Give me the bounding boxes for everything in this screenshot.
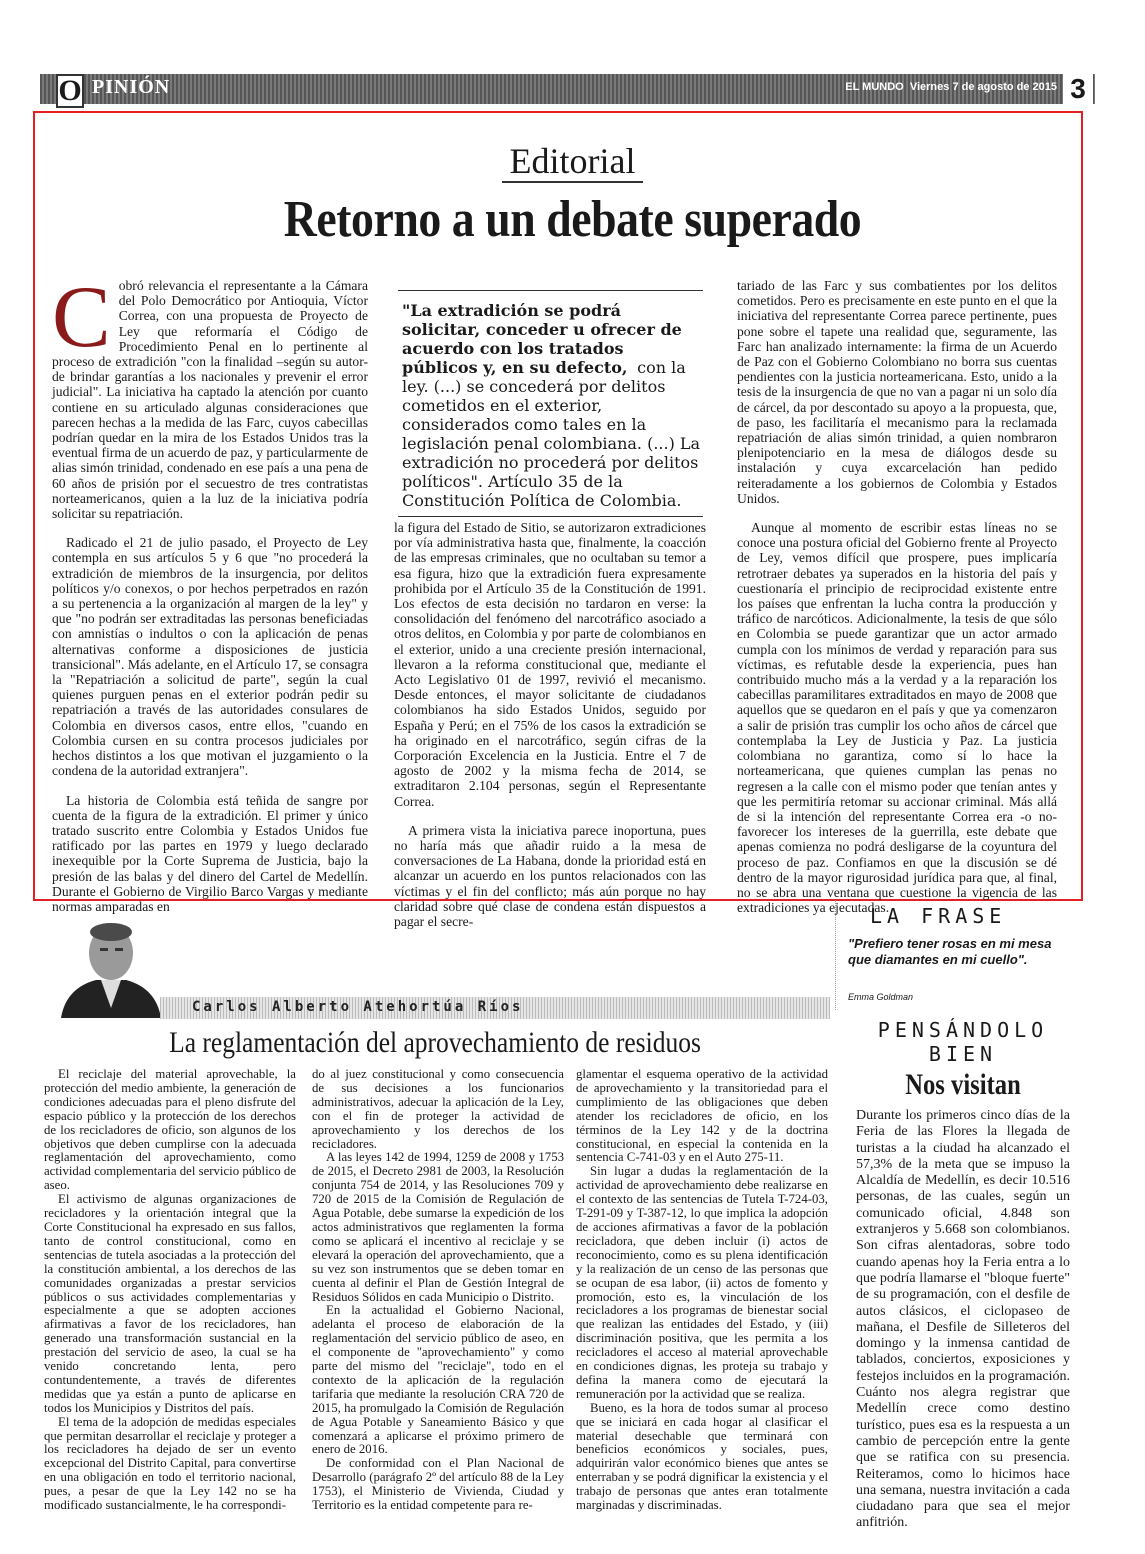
- column-c3-p3: Bueno, es la hora de todos sumar al proceso que se iniciará en cada hogar al clasificar el material desechable que terminará con beneficios económicos y sociales, pues, adquirirán valor económico bienes que antes se enterraban y se podrá dignificar la existencia y el trabajo de personas que antes eran totalmente marginadas y discriminadas.: [576, 1400, 828, 1513]
- column-c2-p3: En la actualidad el Gobierno Nacional, adelanta el proceso de elaboración de la reglamentación del servicio público de aseo, en el componente de "aprovechamiento" y como parte del mismo del "reciclaje", todo en el contexto de la aplicación de la regulación tarifaria que mediante la resolución CRA 720 de 2015, ha promulgado la Comisión de Regulación de Agua Potable y Saneamiento Básico y que comenzará a aplicarse el próximo primero de enero de 2016.: [312, 1303, 564, 1457]
- editorial-col-1: [52, 269, 368, 914]
- column-c2-p1: do al juez constitucional y como consecuencia de sus decisiones a los funcionarios administrativos, adecuar la aplicación de la Ley, con el fin de proteger la actividad de aprovechamiento y los derechos de los recicladores.: [312, 1067, 564, 1151]
- page-number: 3: [1063, 72, 1093, 106]
- column-col-3: [576, 1068, 828, 1513]
- editorial-col3-p2: Aunque al momento de escribir estas líneas no se conoce una postura oficial del Gobierno frente al Proyecto de Ley, vemos difícil que prospere, pues implicaría retrotraer debates ya superados en la historia del país y cuestionaría el principio de reciprocidad existente entre los países que enfrentan la lucha contra la producción y tráfico de narcóticos. Adicionalmente, la tesis de que sólo en Colombia se puede garantizar que un actor armado cumpla con los mínimos de verdad y reparación para sus víctimas, es refutable desde la experiencia, pues han contribuido mucho más a la verdad y a la reparación los cabecillas paramilitares extraditados en mayo de 2008 que aquellos que se quedaron en el país y que ya comenzaron a salir de prisión tras cumplir los ocho años de cárcel que contemplaba la Ley de Justicia y Paz. La justicia colombiana no garantiza, como sí lo hace la norteamericana, que quienes cumplan las penas no regresen a la calle con el mismo poder que tenían antes y que les permitiría retomar su accionar criminal. Más allá de si la intención del representante Correa era -o no- favorecer los intereses de la guerrilla, este debate que apenas comienza no podrá desligarse de la coyuntura del proceso de paz. Confiamos en que la discusión se dé dentro de la mayor rigurosidad jurídica para que, al final, no se abra una ventana que cuestione la vigencia de las extradiciones ya ejecutadas.: [737, 520, 1057, 916]
- editorial-title: Retorno a un debate superado: [283, 191, 862, 248]
- issue-date: Viernes 7 de agosto de 2015: [909, 81, 1057, 93]
- editorial-col1-p1: obró relevancia el representante a la Cámara del Polo Democrático por Antioquia, Víctor Correa, con una propuesta de Proyecto de Ley que reformaría el Código de Procedimiento Penal en lo pertinente al proceso de extradición "con la finalidad –según su autor- de brindar garantías a los nacionales y prevenir el error judicial". La iniciativa ha captado la atención por cuanto contiene en su articulado algunas consideraciones que parecen hechas a la medida de las Farc, cuyos cabecillas podrían quedar en la mira de los Estados Unidos tras la eventual firma de un acuerdo de paz, y particularmente de alias simón trinidad, condenado en ese país a una pena de 60 años de prisión por el secuestro de tres contratistas norteamericanos, quien a la luz de la iniciativa podría solicitar su repatriación.: [52, 278, 368, 522]
- pensandolo-line-1: PENSÁNDOLO: [877, 1018, 1049, 1042]
- editorial-col3-p1: tariado de las Farc y sus combatientes por los delitos cometidos. Pero es precisamente en este punto en el que la iniciativa del representante Correa parece pertinente, pues pone sobre el tapete una realidad que, seguramente, las Farc han analizado internamente: la firma de un Acuerdo de Paz con el Gobierno Colombiano no borra sus cuentas pendientes con la justicia norteamericana. Esto, unido a la tesis de la insurgencia de que no van a pagar ni un solo día de cárcel, da por descontado su apoyo a la propuesta, que, de paso, les facilitaría el mecanismo para la reclamada repatriación de alias simón trinidad, a quien nombraron plenipotenciario en la mesa de diálogos desde su instalación y cuya excarcelación han pedido reiteradamente a los gobiernos de Colombia y Estados Unidos.: [737, 278, 1057, 506]
- column-c3-p2: Sin lugar a dudas la reglamentación de la actividad de aprovechamiento debe realizarse en el contexto de las sentencias de Tutela T-724-03, T-291-09 y T-387-12, lo que implica la adopción de acciones afirmativas a favor de la población recicladora, que deben incluir (i) actos de reconocimiento, como es su plena identificación y la realización de un censo de las personas que se ocupan de esa labor, (ii) actos de fomento y promoción, esto es, la vinculación de los recicladores a los programas de bienestar social que realizan las entidades del Estado, y (iii) discriminación positiva, que les permita a los recicladores el acceso al material aprovechable en condiciones dignas, les proteja su trabajo y defina la manera como de ejecutará la remuneración por la actividad que se realiza.: [576, 1164, 828, 1401]
- column-col-2: [312, 1068, 564, 1513]
- pull-quote-regular: con la ley. (...) se concederá por delitos cometidos en el exterior, considerados como tales en la legislación penal colombiana. (...) La extradición no procederá por delitos políticos". Artículo 35 de la Constitución Política de Colombia.: [402, 358, 701, 510]
- editorial-col1-p2: Radicado el 21 de julio pasado, el Proyecto de Ley contempla en sus artículos 5 y 6 que "no procederá la extradición de miembros de la insurgencia, por delitos políticos y/o conexos, o por hechos perpetrados en razón a su pertenencia a la organización al margen de la ley" y que "no podrán ser extraditadas las personas beneficiadas con amnistías o indultos o con la aplicación de penas alternativas conforme a disposiciones de justicia transicional". Más adelante, en el Artículo 17, se consagra la "Repatriación a solicitud de parte", según la cual quienes purguen penas en el exterior podrán pedir su repatriación a través de las autoridades consulares de Colombia en diversos casos, entre ellos, "cuando en Colombia cursen en su contra procesos judiciales por hechos distintos a los que motivan el juzgamiento o la condena de la autoridad extranjera".: [52, 535, 368, 779]
- pensandolo-label: [848, 1018, 1078, 1066]
- dropcap: C: [52, 269, 111, 366]
- editorial-col2-p1: la figura del Estado de Sitio, se autorizaron extradiciones por vía administrativa hasta que, finalmente, la coacción de las empresas criminales, que no ocultaban su temor a esa figura, hizo que la extradición fuera expresamente prohibida por el Artículo 35 de la Constitución de 1991. Los efectos de esta decisión no tardaron en verse: la consolidación del fenómeno del narcotráfico asociado a otros delitos, en Colombia y por parte de colombianos en el exterior, unido a una creciente presión internacional, llevaron a la reforma constitucional que, mediante el Acto Legislativo 01 de 1997, revivió el mecanismo. Desde entonces, el mayor solicitante de ciudadanos colombianos ha sido Estados Unidos, seguido por España y Perú; en el 75% de los casos la extradición se ha originado en el narcotráfico, según cifras de la Corporación Excelencia en la Justicia. Entre el 7 de agosto de 2002 y la misma fecha de 2014, se extraditaron 2.104 personas, según el Representante Correa.: [394, 520, 706, 809]
- frase-label: LA FRASE: [870, 904, 1007, 928]
- column-c2-p4: De conformidad con el Plan Nacional de Desarrollo (parágrafo 2º del artículo 88 de la Ley 1753), el Ministerio de Vivienda, Ciudad y Territorio es la entidad competente para re-: [312, 1456, 564, 1513]
- editorial-kicker: Editorial: [0, 140, 1145, 182]
- editorial-col1-p3: La historia de Colombia está teñida de sangre por cuenta de la figura de la extradición. El primer y único tratado suscrito entre Colombia y Estados Unidos fue ratificado por las partes en 1979 y luego declarado inexequible por la Corte Suprema de Justicia, bajo la presión de las balas y del dinero del Cartel de Medellín. Durante el Gobierno de Virgilio Barco Vargas y mediante normas amparadas en: [52, 792, 368, 914]
- masthead-info: [845, 81, 1057, 93]
- section-initial: O: [56, 74, 84, 108]
- editorial-col2-p2: A primera vista la iniciativa parece inoportuna, pues no haría más que añadir ruido a la mesa de conversaciones de La Habana, donde la prioridad está en alcanzar un acuerdo en los puntos relacionados con las víctimas y el fin del conflicto; más aún porque no hay claridad sobre qué clase de condena están dispuestos a pagar el secre-: [394, 822, 706, 930]
- paper-name: EL MUNDO: [845, 81, 904, 93]
- editorial-col-3: [737, 278, 1057, 915]
- column-c3-p1: glamentar el esquema operativo de la actividad de aprovechamiento y la transitoriedad para el cumplimiento de las obligaciones que deben atender los recicladores de oficio, en los términos de la Ley 142 y de la doctrina constitucional, en especial la contenida en la sentencia C-741-03 y en el Auto 275-11.: [576, 1067, 828, 1165]
- author-photo: [56, 918, 166, 1018]
- frase-author: Emma Goldman: [848, 992, 914, 1002]
- pull-quote-bold: "La extradición se podrá solicitar, conceder u ofrecer de acuerdo con los tratados públicos y, en su defecto,: [402, 301, 682, 377]
- column-c1-p3: El tema de la adopción de medidas especiales que permitan desarrollar el reciclaje y proteger a los recicladores ha dejado de ser un evento excepcional del Distrito Capital, para convertirse en una obligación en todo el territorio nacional, pues, a pesar de que la Ley 142 no se ha modificado sustancialmente, le ha correspondi-: [44, 1414, 296, 1513]
- section-name: PINIÓN: [92, 76, 171, 98]
- editorial-col-2: [394, 520, 706, 929]
- pull-quote: [398, 290, 703, 517]
- column-c1-p1: El reciclaje del material aprovechable, la protección del medio ambiente, la generación de condiciones adecuadas para el pleno disfrute del espacio público y la protección de los derechos de los recicladores de oficio, son algunos de los objetivos que deben cumplirse con la adecuada reglamentación del aprovechamiento, como actividad complementaria del servicio público de aseo.: [44, 1067, 296, 1193]
- sidebar-title: Nos visitan: [905, 1068, 1021, 1101]
- author-name: Carlos Alberto Atehortúa Ríos: [192, 999, 524, 1015]
- frase-quote: "Prefiero tener rosas en mi mesa que diamantes en mi cuello".: [848, 936, 1052, 967]
- column-c1-p2: El activismo de algunas organizaciones de recicladores y la orientación integral que la Corte Constitucional ha expresado en sus fallos, tanto de control constitucional, como en sentencias de tutela asociadas a la protección del la constitución ambiental, a los derechos de las comunidades organizadas a prestar servicios públicos o sus actividades complementarias y especialmente a que se adopten acciones afirmativas a favor de los recicladores, han generado una transformación sustancial en la prestación del servicio de aseo, la cual se ha venido concretando lenta, pero contundentemente, a través de diferentes medidas que ya están a punto de aplicarse en todos los Municipios y Distritos del país.: [44, 1192, 296, 1415]
- sidebar-divider: [835, 900, 836, 1010]
- pensandolo-line-2: BIEN: [928, 1042, 998, 1066]
- sidebar-body: Durante los primeros cinco días de la Feria de las Flores la llegada de turistas a la ciudad ha alcanzado el 57,3% de la meta que se impuso la Alcaldía de Medellín, es decir 10.516 personas, de las cuales, según un comunicado oficial, 4.848 son extranjeros y 5.668 son colombianos. Son cifras alentadoras, sobre todo cuando apenas hoy la Feria entra a lo que podría llamarse el "bloque fuerte" de su programación, con el desfile de autos clásicos, el ciclopaseo de mañana, el Desfile de Silleteros del domingo y la inmensa cantidad de tablados, conciertos, exposiciones y festejos incluidos en la programación. Cuánto nos alegra registrar que Medellín crece como destino turístico, pues esa es la respuesta a un cambio de percepción entre la gente que se ratifica con su presencia. Reiteramos, como lo hicimos hace una semana, nuestra invitación a cada ciudadano para que sea el mejor anfitrión.: [856, 1108, 1070, 1531]
- column-col-1: [44, 1068, 296, 1513]
- column-c2-p2: A las leyes 142 de 1994, 1259 de 2008 y 1753 de 2015, el Decreto 2981 de 2003, la Resolución conjunta 754 de 2014, y las Resoluciones 709 y 720 de 2015 de la Comisión de Regulación de Agua Potable, debe sumarse la expedición de los actos administrativos que reglamenten la forma como se aplicará el incentivo al reciclaje y se elevará la operación del aprovechamiento, que a su vez son instrumentos que se deben tomar en cuenta al definir el Plan de Gestión Integral de Residuos Sólidos en cada Municipio o Distrito.: [312, 1150, 564, 1304]
- column-title: La reglamentación del aprovechamiento de residuos: [169, 1026, 701, 1059]
